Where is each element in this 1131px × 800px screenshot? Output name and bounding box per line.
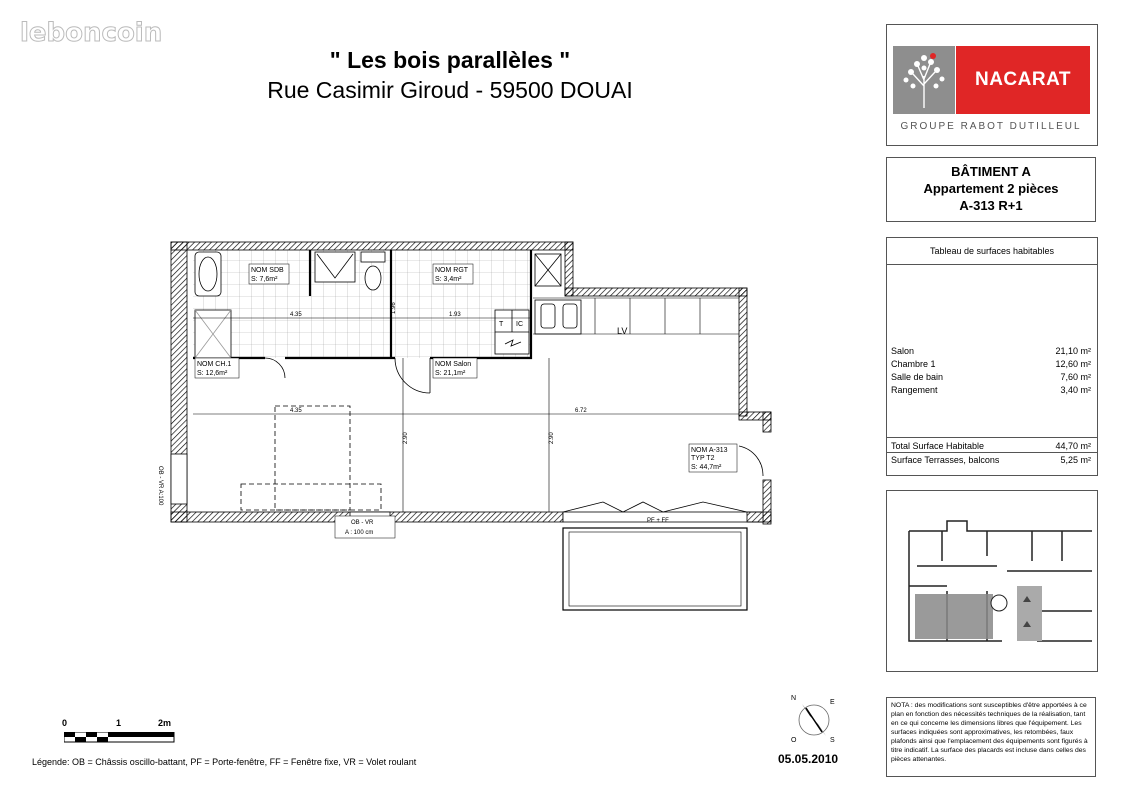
building-box xyxy=(886,157,1096,222)
divider xyxy=(887,264,1097,265)
apt-surface: S: 44,7m² xyxy=(691,464,722,471)
plan-date: 05.05.2010 xyxy=(778,752,839,766)
panel-ic: IC xyxy=(516,321,523,328)
compass-e: E xyxy=(830,699,835,706)
surface-table xyxy=(886,237,1098,476)
total-label: Total Surface Habitable xyxy=(891,441,985,451)
bed-outline xyxy=(241,406,381,510)
dim-salle-de-bain: 4.35 xyxy=(290,312,302,318)
dim-height-salon: 2.90 xyxy=(549,432,555,444)
scale-bar xyxy=(60,718,180,748)
row-label: Salle de bain xyxy=(891,372,944,382)
dim-chambre: 4.35 xyxy=(290,408,302,414)
dim-height-chambre: 2.90 xyxy=(403,432,409,444)
compass-n: N xyxy=(791,695,797,702)
terrace-label: Surface Terrasses, balcons xyxy=(891,455,1000,465)
floor-plan xyxy=(155,236,780,616)
rgt-surface: S: 3,4m² xyxy=(435,276,462,283)
sdb-nom: NOM SDB xyxy=(251,267,284,274)
compass-s: S xyxy=(830,737,835,744)
compass-o: O xyxy=(791,737,797,744)
salon-surface: S: 21,1m² xyxy=(435,370,466,377)
row-value: 21,10 m² xyxy=(1055,346,1091,356)
building-line3: A-313 R+1 xyxy=(959,198,1023,213)
location-plan xyxy=(886,490,1098,672)
apt-nom: NOM A-313 xyxy=(691,447,728,454)
building-line2: Appartement 2 pièces xyxy=(923,181,1059,196)
sink-label: LV xyxy=(617,326,628,336)
compass-icon xyxy=(788,692,840,744)
balcony xyxy=(563,528,747,610)
table-row xyxy=(891,359,1091,369)
sdb-surface: S: 7,6m² xyxy=(251,276,278,283)
ch-surface: S: 12,6m² xyxy=(197,370,228,377)
scale-one: 1 xyxy=(116,718,122,728)
scale-two: 2m xyxy=(158,718,172,728)
project-name: " Les bois parallèles " xyxy=(329,47,571,73)
row-value: 12,60 m² xyxy=(1055,359,1091,369)
disclaimer-note: NOTA : des modifications sont susceptibles d'être apportées à ce plan en fonction des nécessités techniques de la réalisation, tant en ce qui concerne les dimensions libres que l'équipement. Les surfaces indiquées sont approximatives, les retombées, faux plafonds ainsi que l'emplacement des équipements sont figurés à titre indicatif. La surface des placards est incluse dans celles des pièces attenantes. xyxy=(886,697,1096,777)
brand-name: NACARAT xyxy=(956,46,1090,114)
tree-logo-icon xyxy=(893,46,955,114)
salon-nom: NOM Salon xyxy=(435,361,472,368)
row-label: Chambre 1 xyxy=(891,359,936,369)
dim-salon: 6.72 xyxy=(575,408,587,414)
row-label: Salon xyxy=(891,346,915,356)
table-row xyxy=(891,346,1091,356)
group-name: GROUPE RABOT DUTILLEUL xyxy=(900,121,1082,132)
address: Rue Casimir Giroud - 59500 DOUAI xyxy=(267,77,633,103)
panel-t: T xyxy=(499,321,504,328)
surface-table-title: Tableau de surfaces habitables xyxy=(929,246,1055,256)
legend: Légende: OB = Châssis oscillo-battant, PF = Porte-fenêtre, FF = Fenêtre fixe, VR = Volet roulant xyxy=(32,757,417,767)
dim-rangement: 1.93 xyxy=(449,312,461,318)
table-row xyxy=(891,385,1091,395)
rgt-nom: NOM RGT xyxy=(435,267,469,274)
scale-zero: 0 xyxy=(62,718,68,728)
building-line1: BÂTIMENT A xyxy=(951,164,1031,179)
watermark: leboncoin xyxy=(20,18,163,48)
terrace-row xyxy=(891,455,1091,465)
apt-type: TYP T2 xyxy=(691,455,715,462)
divider xyxy=(887,437,1097,438)
terrace-value: 5,25 m² xyxy=(1060,455,1091,465)
terrace-door-label: PF + FF xyxy=(647,518,669,524)
window-width-label: A : 100 cm xyxy=(345,530,374,536)
divider xyxy=(887,452,1097,453)
ch-nom: NOM CH.1 xyxy=(197,361,232,368)
total-row xyxy=(891,441,1091,451)
row-label: Rangement xyxy=(891,385,938,395)
apartment-highlight xyxy=(915,594,993,639)
side-window-label: OB - VR A:100 xyxy=(157,466,163,506)
row-value: 3,40 m² xyxy=(1060,385,1091,395)
dim-height-sdb: 1.96 xyxy=(391,302,397,314)
table-row xyxy=(891,372,1091,382)
total-value: 44,70 m² xyxy=(1055,441,1091,451)
row-value: 7,60 m² xyxy=(1060,372,1091,382)
plan-title xyxy=(240,45,660,105)
window-type-label: OB - VR xyxy=(351,520,374,526)
